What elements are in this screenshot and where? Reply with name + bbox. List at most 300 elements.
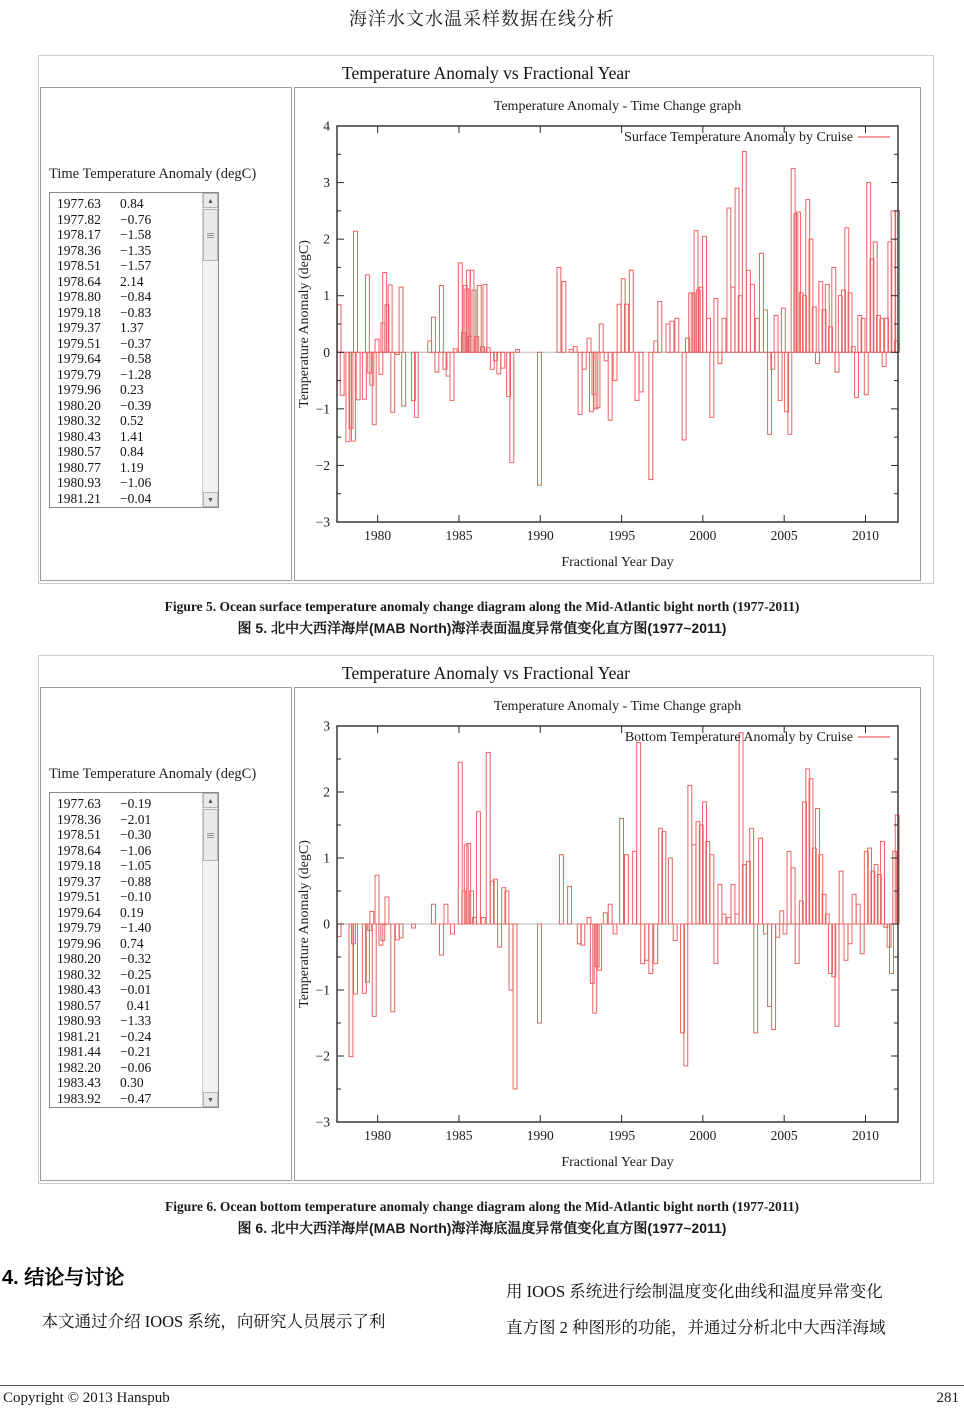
chart-bar: [635, 352, 639, 400]
figure5-panel: [38, 55, 934, 584]
table-row[interactable]: [50, 858, 202, 874]
x-tick-label: 1980: [364, 528, 392, 543]
cell-anomaly: −0.21: [120, 1044, 152, 1059]
chart-bar: [411, 924, 415, 928]
figure5-caption: [0, 596, 964, 639]
chart-bar: [848, 924, 852, 944]
chart-bar: [710, 855, 714, 924]
chart-bar: [781, 308, 785, 352]
chart-bar: [731, 884, 735, 924]
chart-bar: [722, 914, 726, 924]
chart-bar: [620, 818, 624, 924]
chart-bar: [710, 352, 714, 417]
chart-bar: [864, 352, 868, 394]
chart-bar: [375, 339, 379, 352]
figure6-table-label: Time Temperature Anomaly (degC): [49, 766, 257, 782]
cell-anomaly: −1.06: [120, 475, 152, 490]
legend-label: Surface Temperature Anomaly by Cruise: [624, 130, 853, 145]
cell-anomaly: 1.37: [120, 320, 144, 335]
y-tick-label: −2: [315, 1048, 330, 1064]
chart-title: Temperature Anomaly - Time Change graph: [493, 699, 742, 714]
x-tick-label: 1985: [445, 1128, 473, 1143]
figure6-caption-en: Figure 6. Ocean bottom temperature anomaly change diagram along the Mid-Atlantic bight north (1977-2011): [165, 1199, 799, 1214]
cell-time: 1982.20: [57, 1059, 101, 1075]
chart-bar: [444, 904, 448, 924]
chart-bar: [472, 917, 476, 924]
cell-time: 1979.37: [57, 873, 101, 889]
arrow-down-icon: ▼: [207, 495, 214, 504]
chart-bar: [764, 924, 768, 934]
chart-title: Temperature Anomaly - Time Change graph: [493, 99, 742, 114]
scrollbar-thumb[interactable]: [203, 809, 218, 861]
figure5-table-label: Time Temperature Anomaly (degC): [49, 166, 257, 182]
chart-bar: [578, 352, 582, 414]
scroll-down-button[interactable]: [203, 492, 218, 507]
page-footer: [0, 1385, 964, 1414]
cell-time: 1980.57: [57, 444, 101, 459]
cell-time: 1980.20: [57, 951, 101, 966]
x-tick-label: 2000: [689, 528, 717, 543]
chart-bar: [608, 904, 612, 924]
x-tick-label: 1985: [445, 528, 473, 543]
chart-bar: [794, 214, 798, 353]
cell-time: 1981.21: [57, 490, 101, 506]
chart-bar: [399, 287, 403, 352]
chart-bar: [451, 924, 455, 934]
chart-bar: [727, 917, 731, 924]
table-row[interactable]: [50, 413, 202, 429]
cell-anomaly: −0.76: [120, 211, 152, 227]
cell-time: 1980.77: [57, 459, 101, 475]
surface-temperature-anomaly-chart: [295, 88, 920, 580]
chart-bar: [559, 855, 563, 924]
chart-bar: [754, 924, 758, 1033]
cell-time: 1980.20: [57, 397, 101, 413]
figure6-panel: [38, 655, 934, 1184]
grip-icon: [207, 235, 214, 236]
cell-anomaly: −0.01: [120, 982, 152, 997]
table-row[interactable]: [50, 475, 202, 491]
table-row[interactable]: [50, 889, 202, 905]
chart-bar: [568, 886, 572, 924]
cell-time: 1980.32: [57, 966, 101, 982]
chart-bar: [735, 914, 739, 924]
figure5-block: [0, 55, 964, 639]
chart-bar: [722, 318, 726, 352]
figure5-caption-zh: 图 5. 北中大西洋海岸(MAB North)海洋表面温度异常值变化直方图(1977~2011): [237, 620, 727, 636]
chart-bar: [768, 924, 772, 1007]
y-tick-label: 2: [323, 784, 330, 800]
scroll-up-button[interactable]: [203, 193, 218, 208]
chart-bar: [538, 352, 542, 485]
table-row[interactable]: [50, 212, 202, 228]
cell-anomaly: −0.24: [120, 1028, 152, 1044]
y-tick-label: 1: [323, 288, 330, 304]
chart-bar: [498, 924, 502, 947]
chart-bars: [337, 151, 899, 485]
table-row[interactable]: [50, 874, 202, 890]
cell-anomaly: 0.84: [120, 444, 144, 459]
cell-anomaly: −1.33: [120, 1013, 152, 1028]
table-row[interactable]: [50, 429, 202, 445]
cell-anomaly: 0.74: [120, 935, 144, 951]
left-column: [2, 1261, 470, 1346]
right-paragraph-line1: 用 IOOS 系统进行绘制温度变化曲线和温度异常变化: [506, 1282, 883, 1301]
cell-anomaly: −0.47: [120, 1090, 152, 1106]
chart-bar: [764, 310, 768, 352]
figure5-chart-panel: [294, 87, 921, 581]
table-row[interactable]: [50, 460, 202, 476]
table-row[interactable]: [50, 920, 202, 936]
table-row[interactable]: [50, 951, 202, 967]
cell-anomaly: 0.19: [120, 904, 144, 920]
cell-anomaly: −1.05: [120, 858, 152, 873]
right-column: [470, 1261, 962, 1346]
cell-time: 1980.93: [57, 1013, 101, 1028]
cell-anomaly: 0.52: [120, 413, 144, 428]
footer-page-number: 281: [936, 1389, 959, 1406]
table-row[interactable]: [50, 1075, 202, 1091]
chart-bar: [582, 352, 586, 369]
scrollbar-track[interactable]: [203, 808, 218, 1092]
table-row[interactable]: [50, 796, 202, 812]
chart-bar: [617, 304, 621, 352]
cell-time: 1981.44: [57, 1044, 101, 1059]
chart-bar: [391, 924, 395, 1012]
x-tick-label: 1990: [526, 528, 554, 543]
chart-bar: [714, 299, 718, 353]
chart-bar: [835, 352, 839, 372]
chart-bar: [516, 349, 520, 352]
chart-bar: [624, 855, 628, 924]
chart-bar: [613, 352, 617, 380]
chart-bar: [751, 284, 755, 352]
chart-bar: [795, 924, 799, 964]
chart-bar: [645, 924, 649, 960]
figure6-listbox[interactable]: [49, 792, 219, 1108]
figure5-data-panel: [40, 87, 292, 581]
cell-anomaly: −1.06: [120, 842, 152, 858]
chart-bar: [682, 352, 686, 440]
x-tick-label: 2005: [770, 528, 798, 543]
figure6-data-panel: [40, 687, 292, 1181]
chart-bar: [599, 324, 603, 352]
arrow-down-icon: ▼: [207, 1095, 214, 1104]
chart-bar: [780, 911, 784, 924]
chart-bar: [629, 270, 633, 352]
figure6-block: [0, 655, 964, 1239]
cell-time: 1983.92: [57, 1090, 101, 1106]
chart-bar: [673, 924, 677, 941]
chart-bar: [385, 897, 389, 924]
scrollbar-track[interactable]: [203, 208, 218, 492]
table-row[interactable]: [50, 491, 202, 507]
chart-bar: [637, 743, 641, 925]
cell-time: 1979.64: [57, 351, 101, 366]
cell-time: 1978.64: [57, 842, 101, 858]
chart-bar: [391, 352, 395, 412]
chart-bar: [658, 301, 662, 352]
chart-bar: [557, 267, 561, 352]
chart-bar: [852, 894, 856, 924]
figure6-caption: [0, 1196, 964, 1239]
x-tick-label: 2000: [689, 1128, 717, 1143]
cell-time: 1979.18: [57, 858, 101, 873]
chart-bar: [483, 284, 487, 352]
chart-bar: [759, 838, 763, 924]
cell-anomaly: −0.88: [120, 873, 152, 889]
cell-time: 1978.36: [57, 242, 101, 258]
chart-bar: [839, 871, 843, 924]
cell-time: 1978.36: [57, 811, 101, 827]
chart-bar: [778, 352, 782, 400]
y-tick-label: 3: [323, 718, 330, 734]
table-row[interactable]: [50, 998, 202, 1014]
cell-anomaly: −0.83: [120, 304, 152, 320]
y-tick-label: −2: [315, 457, 330, 473]
chart-bar: [613, 924, 617, 934]
cell-anomaly: 0.30: [120, 1075, 144, 1090]
figure6-scrollbar[interactable]: [202, 793, 218, 1107]
y-tick-label: −1: [315, 401, 330, 417]
chart-bar: [688, 785, 692, 924]
chart-bar: [587, 917, 591, 924]
chart-bar: [604, 352, 608, 360]
table-row[interactable]: [50, 1091, 202, 1107]
table-row[interactable]: [50, 967, 202, 983]
x-axis-label: Fractional Year Day: [561, 1155, 674, 1170]
cell-anomaly: −1.35: [120, 242, 152, 258]
cell-time: 1980.43: [57, 428, 101, 444]
chart-bar: [844, 924, 848, 960]
table-row[interactable]: [50, 367, 202, 383]
table-row[interactable]: [50, 243, 202, 259]
chart-bar: [340, 352, 344, 395]
chart-bar: [372, 924, 376, 1016]
table-row[interactable]: [50, 1013, 202, 1029]
cell-anomaly: 0.84: [120, 196, 144, 211]
cell-anomaly: −1.58: [120, 227, 152, 242]
chart-bar: [755, 318, 759, 352]
footer-copyright: Copyright © 2013 Hanspub: [3, 1389, 170, 1406]
chart-bar: [513, 924, 517, 1089]
table-row[interactable]: [50, 305, 202, 321]
arrow-up-icon: ▲: [207, 796, 214, 805]
table-row[interactable]: [50, 812, 202, 828]
table-row[interactable]: [50, 444, 202, 460]
chart-bar: [816, 352, 820, 363]
table-row[interactable]: [50, 351, 202, 367]
chart-bar: [486, 752, 490, 924]
table-row[interactable]: [50, 827, 202, 843]
table-row[interactable]: [50, 196, 202, 212]
figure5-panel-body: [39, 87, 933, 581]
cell-time: 1981.21: [57, 1028, 101, 1044]
chart-bar: [718, 884, 722, 924]
table-row[interactable]: [50, 905, 202, 921]
chart-bar: [435, 352, 439, 372]
table-row[interactable]: [50, 982, 202, 998]
chart-bar: [587, 338, 591, 352]
figure5-panel-title: Temperature Anomaly vs Fractional Year: [342, 63, 630, 83]
figure5-listbox[interactable]: [49, 192, 219, 508]
y-axis-label: Temperature Anomaly (degC): [297, 240, 312, 408]
chart-bar: [727, 208, 731, 352]
cell-time: 1980.32: [57, 413, 101, 428]
chart-bar: [509, 924, 513, 990]
cell-time: 1978.51: [57, 258, 101, 273]
chart-bar: [362, 352, 366, 399]
chart-bar: [356, 352, 360, 400]
y-tick-label: −3: [315, 1114, 330, 1130]
chart-bar: [718, 352, 722, 363]
chart-bar: [370, 911, 374, 924]
figure6-panel-title: Temperature Anomaly vs Fractional Year: [342, 663, 630, 683]
table-row[interactable]: [50, 274, 202, 290]
x-tick-label: 1990: [526, 1128, 554, 1143]
figure6-chart-panel: [294, 687, 921, 1181]
cell-time: 1979.96: [57, 382, 101, 397]
chart-bar: [562, 282, 566, 353]
y-tick-label: 0: [323, 916, 330, 932]
figure5-scrollbar[interactable]: [202, 193, 218, 507]
y-axis-label: Temperature Anomaly (degC): [297, 840, 312, 1008]
cell-time: 1979.96: [57, 935, 101, 951]
table-row[interactable]: [50, 289, 202, 305]
chart-bar: [787, 851, 791, 924]
figure5-table-body: [50, 193, 202, 507]
table-row[interactable]: [50, 936, 202, 952]
cell-anomaly: 1.41: [120, 428, 144, 444]
y-tick-label: 3: [323, 175, 330, 191]
chart-bar: [365, 275, 369, 353]
table-row[interactable]: [50, 382, 202, 398]
chart-bar: [797, 212, 801, 352]
chart-bar: [776, 924, 780, 937]
cell-time: 1980.93: [57, 475, 101, 490]
cell-time: 1983.43: [57, 1075, 101, 1090]
x-tick-label: 1995: [608, 528, 636, 543]
cell-time: 1977.63: [57, 796, 101, 811]
chart-bar: [731, 287, 735, 352]
bottom-temperature-anomaly-chart: [295, 688, 920, 1180]
x-tick-label: 2010: [851, 528, 879, 543]
scrollbar-thumb[interactable]: [203, 209, 218, 261]
arrow-up-icon: ▲: [207, 196, 214, 205]
chart-bar: [603, 913, 607, 924]
y-tick-label: 2: [323, 231, 330, 247]
figure6-table-body: [50, 793, 202, 1107]
y-tick-label: 0: [323, 344, 330, 360]
chart-bar: [783, 924, 787, 934]
chart-bar: [882, 352, 886, 366]
table-row[interactable]: [50, 336, 202, 352]
cell-anomaly: −2.01: [120, 811, 152, 827]
x-axis-label: Fractional Year Day: [561, 555, 674, 570]
figure5-caption-en: Figure 5. Ocean surface temperature anomaly change diagram along the Mid-Atlantic bight north (1977-2011): [164, 599, 800, 614]
figure6-panel-body: [39, 687, 933, 1181]
cell-anomaly: 2.14: [120, 273, 144, 289]
chart-bar: [742, 151, 746, 352]
chart-bar: [714, 924, 718, 964]
scroll-down-button[interactable]: [203, 1092, 218, 1107]
figure6-caption-zh: 图 6. 北中大西洋海岸(MAB North)海洋海底温度异常值变化直方图(1977~2011): [237, 1220, 727, 1236]
cell-anomaly: −0.25: [120, 966, 152, 982]
right-paragraph-line2: 直方图 2 种图形的功能，并通过分析北中大西洋海域: [506, 1318, 886, 1337]
cell-anomaly: −0.06: [120, 1059, 152, 1075]
cell-anomaly: −0.30: [120, 827, 152, 842]
chart-bar: [453, 349, 457, 352]
chart-bar: [641, 924, 645, 964]
cell-anomaly: −0.32: [120, 951, 152, 966]
table-row[interactable]: [50, 258, 202, 274]
chart-bar: [431, 904, 435, 924]
chart-bar: [375, 875, 379, 924]
table-row[interactable]: [50, 1044, 202, 1060]
chart-bar: [633, 851, 637, 924]
chart-bar: [402, 352, 406, 406]
table-row[interactable]: [50, 1029, 202, 1045]
chart-bar: [654, 924, 658, 964]
chart-bar: [481, 917, 485, 924]
cell-time: 1977.82: [57, 211, 101, 227]
chart-bar: [791, 168, 795, 352]
chart-bar: [608, 352, 612, 420]
cell-time: 1979.51: [57, 335, 101, 351]
x-tick-label: 1995: [608, 1128, 636, 1143]
cell-anomaly: 0.23: [120, 382, 144, 397]
y-tick-label: −3: [315, 514, 330, 530]
cell-anomaly: −1.57: [120, 258, 152, 273]
chart-bar: [477, 812, 481, 924]
chart-bar: [791, 868, 795, 924]
cell-time: 1979.64: [57, 904, 101, 920]
chart-bar: [860, 924, 864, 954]
body-columns: [0, 1261, 964, 1346]
cell-time: 1977.63: [57, 196, 101, 211]
cell-anomaly: −0.37: [120, 335, 152, 351]
y-tick-label: 1: [323, 850, 330, 866]
chart-bar: [639, 352, 643, 392]
chart-bar: [855, 352, 859, 397]
chart-bar: [379, 352, 383, 374]
table-row[interactable]: [50, 227, 202, 243]
chart-bar: [670, 321, 674, 352]
chart-bar: [649, 924, 653, 974]
chart-bar: [501, 352, 505, 368]
chart-bar: [450, 352, 454, 400]
cell-anomaly: −1.28: [120, 366, 152, 382]
cell-time: 1978.80: [57, 289, 101, 304]
scroll-up-button[interactable]: [203, 793, 218, 808]
chart-bar: [439, 286, 443, 353]
chart-bar: [649, 352, 653, 479]
table-row[interactable]: [50, 843, 202, 859]
cell-time: 1978.51: [57, 827, 101, 842]
chart-bar: [772, 924, 776, 1030]
chart-bar: [675, 318, 679, 352]
x-tick-label: 2005: [770, 1128, 798, 1143]
cell-anomaly: −0.39: [120, 397, 152, 413]
chart-bar: [569, 349, 573, 352]
section-heading: 4. 结论与讨论: [2, 1267, 125, 1289]
table-row[interactable]: [50, 398, 202, 414]
chart-bar: [439, 924, 443, 955]
table-row[interactable]: [50, 320, 202, 336]
chart-bar: [692, 845, 696, 924]
cell-time: 1979.18: [57, 304, 101, 320]
table-row[interactable]: [50, 1060, 202, 1076]
